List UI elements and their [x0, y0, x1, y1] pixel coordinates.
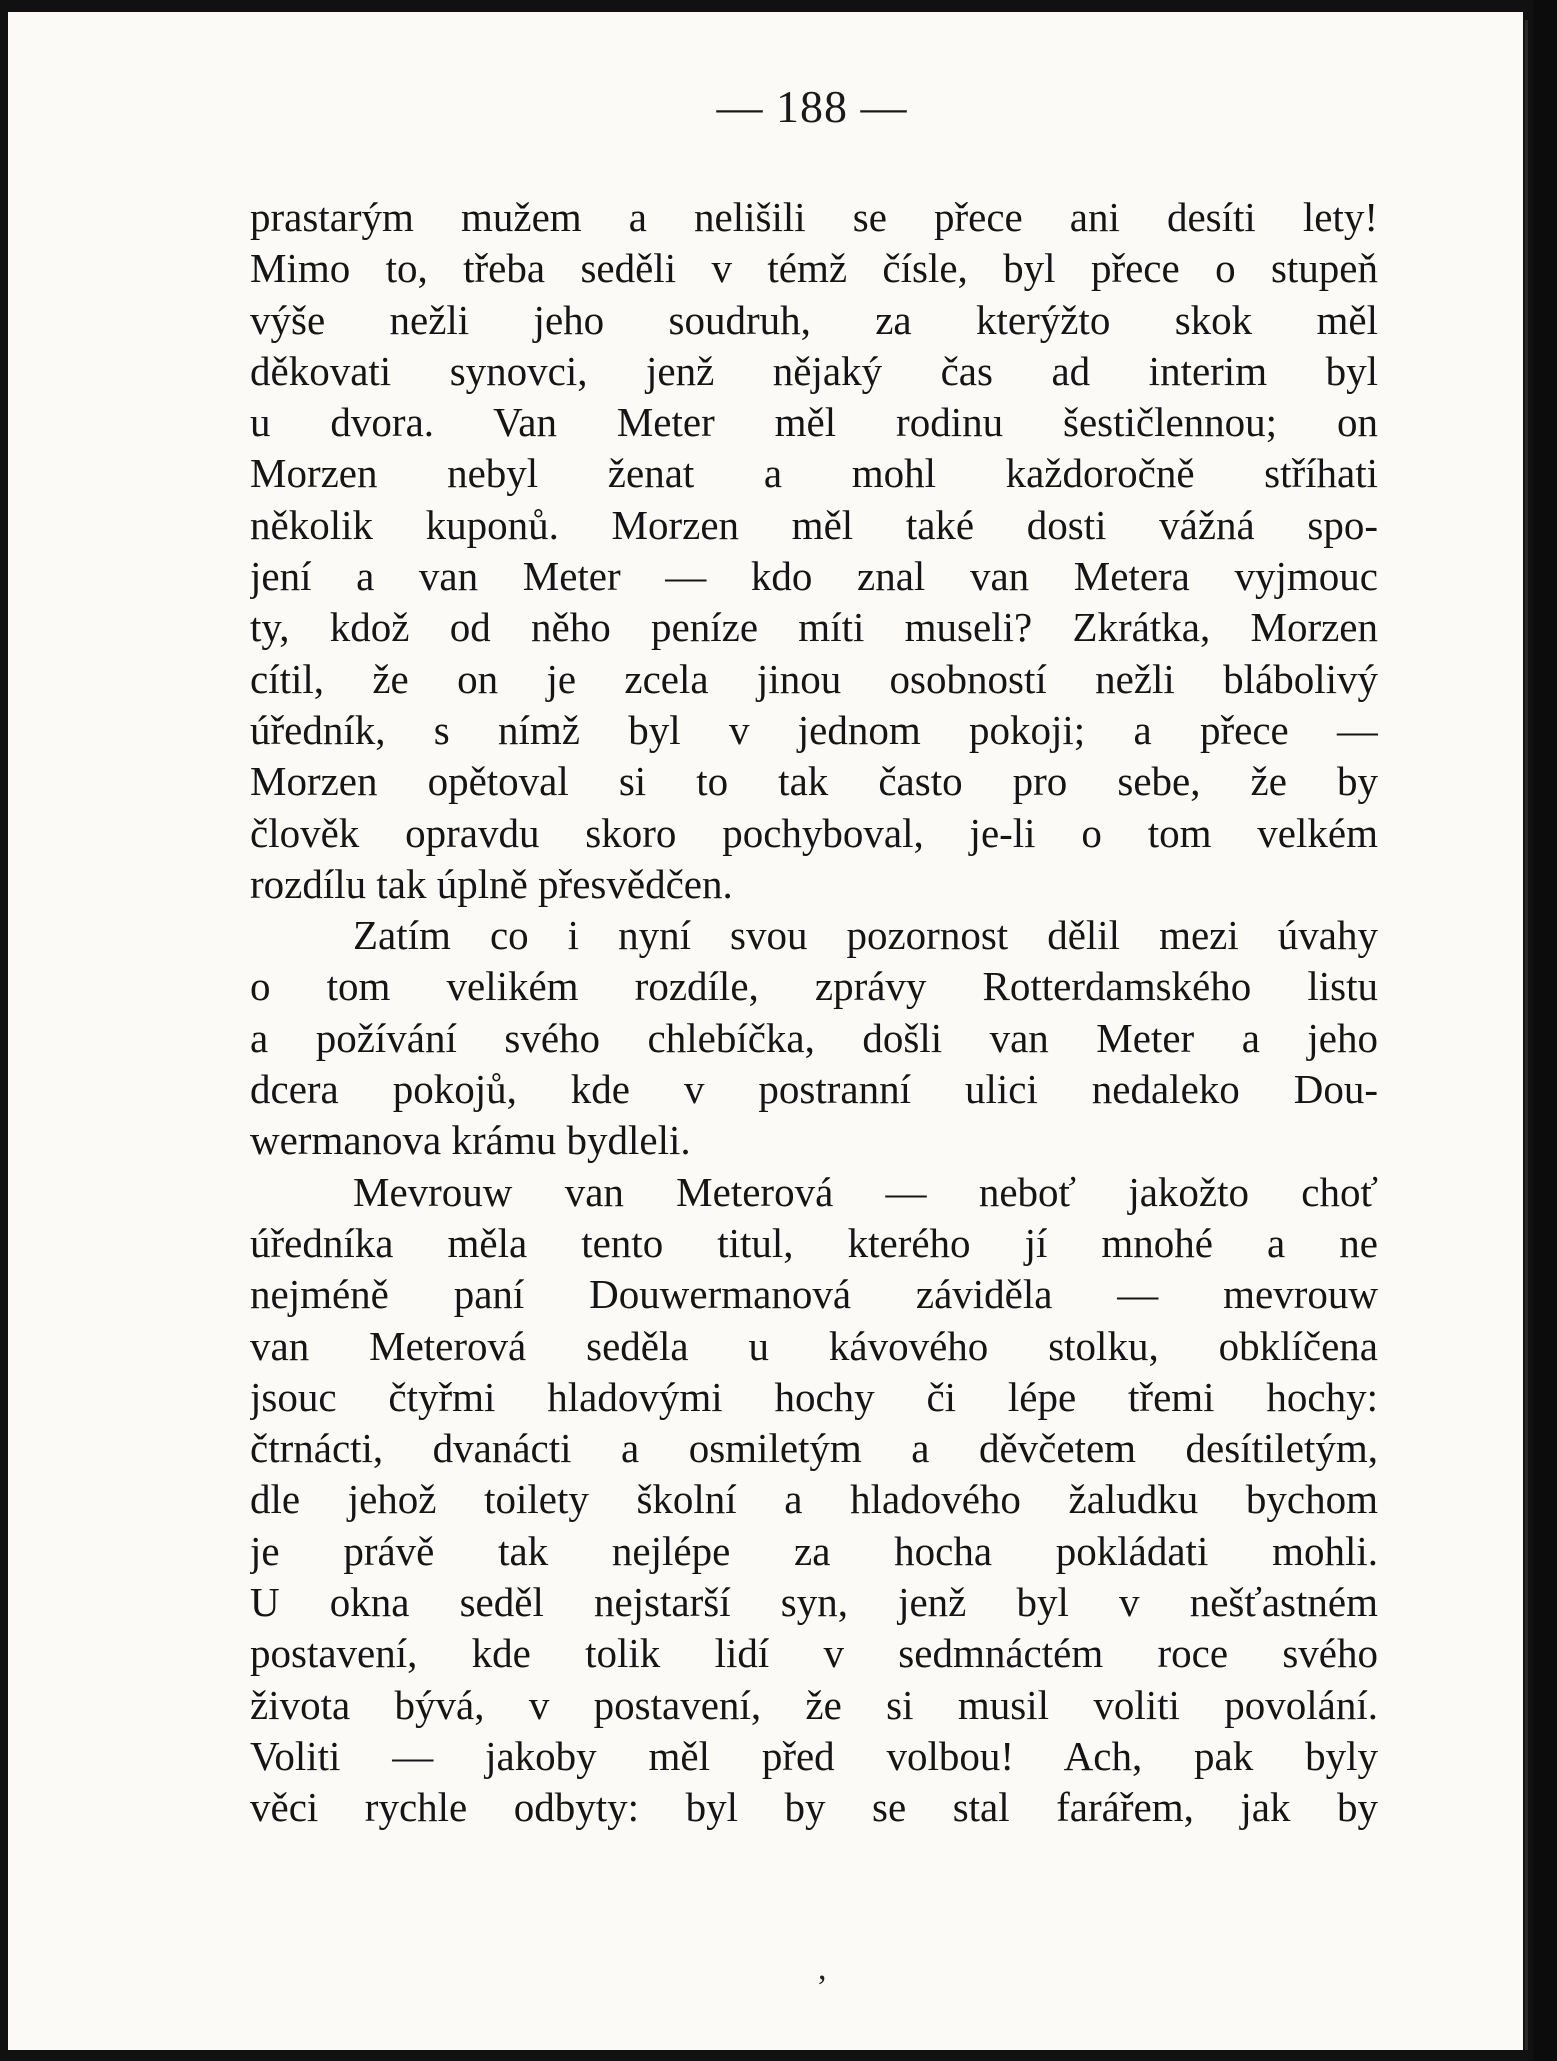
text-line: U okna seděl nejstarší syn, jenž byl v nešťastném: [250, 1579, 1378, 1626]
text-line: života bývá, v postavení, že si musil voliti povolání.: [250, 1681, 1378, 1728]
text-line: a požívání svého chlebíčka, došli van Meter a jeho: [250, 1014, 1378, 1061]
text-line: je právě tak nejlépe za hocha pokládati mohli.: [250, 1527, 1378, 1574]
text-line: wermanova krámu bydleli.: [250, 1117, 691, 1164]
text-line: Zatím co i nyní svou pozornost dělil mezi úvahy: [353, 912, 1378, 959]
text-line: u dvora. Van Meter měl rodinu šestičlennou; on: [250, 399, 1378, 446]
text-line: děkovati synovci, jenž nějaký čas ad interim byl: [250, 347, 1378, 394]
text-line: rozdílu tak úplně přesvědčen.: [250, 860, 733, 907]
text-line: nejméně paní Douwermanová záviděla — mevrouw: [250, 1271, 1378, 1318]
text-line: postavení, kde tolik lidí v sedmnáctém roce svého: [250, 1630, 1378, 1677]
text-line: úředníka měla tento titul, kterého jí mnohé a ne: [250, 1219, 1378, 1266]
text-line: jsouc čtyřmi hladovými hochy či lépe třemi hochy:: [250, 1373, 1378, 1420]
page-edge-rule: [1525, 20, 1528, 2050]
text-line: cítil, že on je zcela jinou osobností nežli blábolivý: [250, 655, 1378, 702]
text-line: ty, kdož od něho peníze míti museli? Zkrátka, Morzen: [250, 604, 1378, 651]
text-line: člověk opravdu skoro pochyboval, je-li o tom velkém: [250, 809, 1378, 856]
text-line: několik kuponů. Morzen měl také dosti vážná spo-: [250, 501, 1378, 548]
text-line: Mevrouw van Meterová — neboť jakožto choť: [353, 1168, 1378, 1215]
page-number: — 188 —: [716, 81, 908, 132]
text-line: výše nežli jeho soudruh, za kterýžto skok měl: [250, 296, 1378, 343]
stray-mark: ,: [818, 1950, 827, 1987]
text-line: dcera pokojů, kde v postranní ulici nedaleko Dou-: [250, 1066, 1378, 1113]
text-line: van Meterová seděla u kávového stolku, obklíčena: [250, 1322, 1378, 1369]
body-text: [250, 192, 1378, 1834]
text-line: úředník, s nímž byl v jednom pokoji; a přece —: [250, 706, 1378, 753]
scan-border: [1533, 0, 1557, 2061]
text-line: prastarým mužem a nelišili se přece ani desíti lety!: [250, 194, 1378, 240]
text-line: dle jehož toilety školní a hladového žaludku bychom: [250, 1476, 1378, 1523]
text-line: čtrnácti, dvanácti a osmiletým a děvčetem desítiletým,: [250, 1425, 1378, 1472]
text-line: o tom velikém rozdíle, zprávy Rotterdamského listu: [250, 963, 1378, 1010]
text-line: Morzen opětoval si to tak často pro sebe, že by: [250, 758, 1378, 805]
text-line: jení a van Meter — kdo znal van Metera vyjmouc: [250, 553, 1378, 600]
text-line: Morzen nebyl ženat a mohl každoročně stříhati: [250, 450, 1378, 497]
text-line: Voliti — jakoby měl před volbou! Ach, pak byly: [250, 1732, 1378, 1779]
text-line: Mimo to, třeba seděli v témž čísle, byl přece o stupeň: [250, 245, 1378, 292]
text-line: věci rychle odbyty: byl by se stal farářem, jak by: [250, 1784, 1378, 1831]
